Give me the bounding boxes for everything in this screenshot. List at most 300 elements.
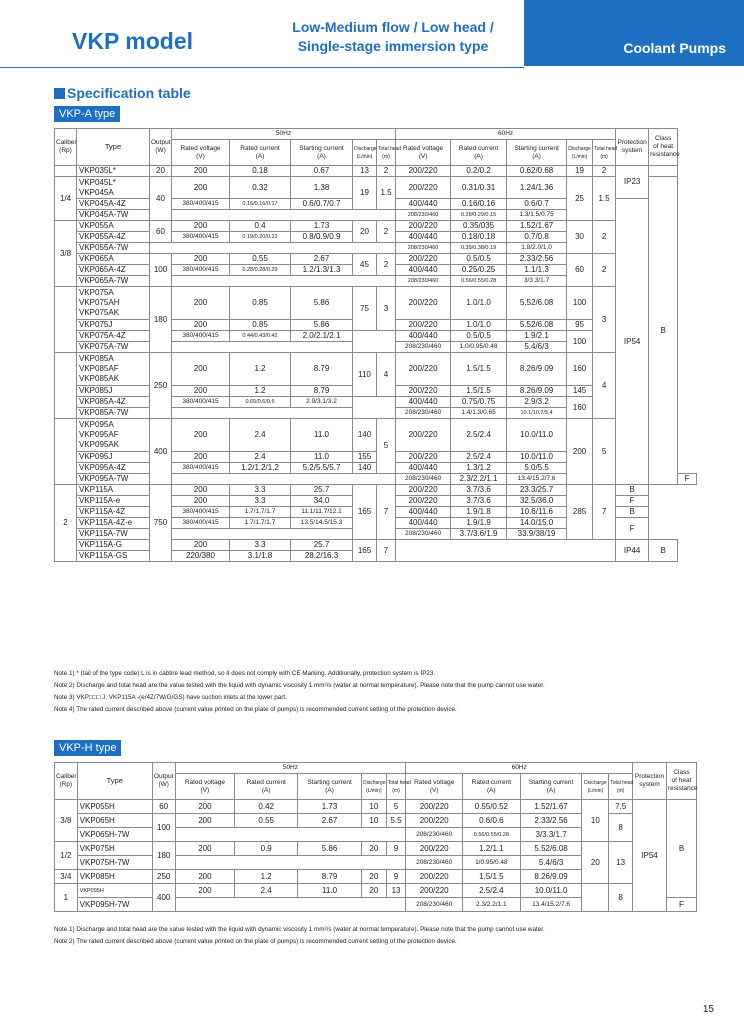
table-cell: VKP065H-7W (77, 828, 152, 842)
table-row (55, 842, 697, 856)
table-cell: 13 (609, 842, 633, 884)
table-cell: 0.8/0.9/0.9 (291, 232, 353, 243)
table-cell: 200 (172, 485, 230, 496)
table-cell: 400/440 (396, 232, 451, 243)
table-cell: 200/220 (396, 496, 451, 507)
table-cell: 3.1/1.8 (230, 551, 291, 562)
table-cell: 8.26/9.09 (507, 386, 567, 397)
table-cell: 0.16/0.16 (451, 199, 507, 210)
table-cell: F (616, 496, 649, 507)
table-cell: 3 (593, 287, 616, 353)
table-cell: 1.9/2.1 (507, 331, 567, 342)
table-cell: 2.5/2.4 (462, 884, 520, 898)
table-cell: 0.16/0.16/0.17 (230, 199, 291, 210)
table-cell: 1.5/1.5 (451, 386, 507, 397)
table-cell: 3.7/3.6 (451, 485, 507, 496)
table-cell: 0.44/0.43/0.42 (230, 331, 291, 342)
table-cell: VKP075A-4Z (77, 331, 150, 342)
table-cell: VKP075A-7W (77, 342, 150, 353)
table-cell: 1.5/1.5 (451, 353, 507, 386)
table-cell: 200 (172, 452, 230, 463)
table-cell: 1.73 (291, 221, 353, 232)
table-cell: 0.67 (291, 166, 353, 177)
table-cell: 0.28/0.29/0.15 (451, 210, 507, 221)
table-cell: 20 (361, 884, 386, 898)
table-cell: 180 (150, 287, 172, 353)
vkph-notes (54, 924, 545, 948)
table-cell: 3/3.3/1.7 (507, 276, 567, 287)
h-th-th-50: Total head (m) (386, 774, 406, 800)
table-cell: 400 (150, 419, 172, 485)
table-cell: 3/8 (55, 221, 77, 287)
h-th-dis-50: Discharge (L/min) (361, 774, 386, 800)
table-cell: 100 (567, 331, 593, 353)
table-cell: 1.2/1.1 (462, 842, 520, 856)
table-cell: 3.7/3.6/1.9 (451, 529, 507, 540)
table-cell: 2.9/3.1/3.2 (291, 397, 353, 408)
table-cell: 200 (172, 177, 230, 199)
table-cell: 1.0/0.95/0.48 (451, 342, 507, 353)
table-cell: 160 (567, 353, 593, 386)
table-cell: 2.9/3.2 (507, 397, 567, 408)
table-cell: 2.5/2.4 (451, 419, 507, 452)
table-cell: 1.52/1.67 (520, 800, 582, 814)
note-line: Note 4) The rated current described above (current value printed on the plate of pumps) is recommended current setting of the protection device. (54, 706, 457, 713)
table-row (55, 800, 697, 814)
th-rv-60: Rated voltage (V) (396, 140, 451, 166)
table-cell: 7 (377, 485, 396, 540)
table-cell: 400/440 (396, 331, 451, 342)
table-cell: 3 (377, 287, 396, 331)
table-cell: 2.0/2.1/2.1 (291, 331, 353, 342)
table-cell: 13 (386, 884, 406, 898)
table-cell: 4 (593, 353, 616, 419)
note-line: Note 1) * (tail of the type code) L is in cabtire lead method, so it does not comply with CE Marking. Additionally, protection system is IP23. (54, 670, 436, 677)
table-cell: 200 (175, 870, 235, 884)
table-cell: 140 (353, 419, 377, 452)
table-cell: 380/400/415 (172, 463, 230, 474)
table-cell: 1.24/1.36 (507, 177, 567, 199)
table-cell: 11.0 (291, 452, 353, 463)
table-cell: VKP115A-4Z-e (77, 518, 150, 529)
table-cell: 200 (567, 419, 593, 485)
table-cell: 208/230/460 (396, 243, 451, 254)
table-cell: 20 (361, 842, 386, 856)
note-line: Note 1) Discharge and total head are the value tested with the liquid with dynamic viscosity 1 mm²/s (water at normal temperature). Please note that the pump cannot use water. (54, 926, 545, 933)
table-cell: 1.5/1.5 (462, 870, 520, 884)
table-cell: 11.1/11.7/12.1 (291, 507, 353, 518)
table-cell: VKP085J (77, 386, 150, 397)
th-dis-60: Discharge (L/min) (567, 140, 593, 166)
table-cell: 10 (361, 814, 386, 828)
table-cell: 200/220 (396, 221, 451, 232)
table-cell: 0.6/0.6 (462, 814, 520, 828)
h-th-rc-50: Rated current (A) (235, 774, 298, 800)
table-cell: 200/220 (406, 870, 463, 884)
table-cell: 5 (593, 419, 616, 485)
table-row (55, 353, 697, 386)
table-cell: VKP085A-4Z (77, 397, 150, 408)
table-cell: 2.67 (298, 814, 362, 828)
table-cell (172, 408, 353, 419)
table-cell: 20 (150, 166, 172, 177)
table-cell: 40 (150, 177, 172, 221)
table-cell: 0.31/0.31 (451, 177, 507, 199)
table-cell: 1.7/1.7/1.7 (230, 518, 291, 529)
table-cell: 380/400/415 (172, 265, 230, 276)
table-cell: VKP085A-7W (77, 408, 150, 419)
table-cell: 1.5 (377, 177, 396, 210)
table-cell: VKP075J (77, 320, 150, 331)
table-cell: 34.0 (291, 496, 353, 507)
table-cell: 3.3 (230, 496, 291, 507)
table-cell: 208/230/460 (396, 474, 451, 485)
table-cell: 1 (55, 884, 78, 912)
table-cell: 10.0/11.0 (507, 452, 567, 463)
table-cell: 208/230/460 (396, 408, 451, 419)
table-cell: 0.18 (230, 166, 291, 177)
table-cell: 155 (353, 452, 377, 463)
table-cell (353, 331, 396, 353)
table-cell: 10.0/11.0 (507, 419, 567, 452)
table-cell: 200/220 (406, 814, 463, 828)
th-60hz: 60Hz (396, 129, 616, 140)
table-cell: 7 (377, 540, 396, 562)
table-cell: 110 (353, 353, 377, 397)
table-cell: 5.52/6.08 (507, 320, 567, 331)
table-cell: 5.4/6/3 (520, 856, 582, 870)
table-cell: IP23 (616, 166, 649, 199)
section-label: Coolant Pumps (623, 40, 726, 56)
table-cell: VKP115A (77, 485, 150, 496)
table-cell: 0.65/0.6/0.6 (230, 397, 291, 408)
table-cell: 2.33/2.56 (520, 814, 582, 828)
table-cell: 30 (567, 221, 593, 254)
h-th-output: Output (W) (152, 763, 175, 800)
table-cell: 400/440 (396, 507, 451, 518)
table-cell: 25 (567, 177, 593, 221)
table-cell: 7.5 (609, 800, 633, 814)
table-cell: 0.85 (230, 320, 291, 331)
table-cell: 8 (609, 814, 633, 842)
table-cell: 200 (175, 884, 235, 898)
table-cell: 220/380 (172, 551, 230, 562)
table-cell: 2.5/2.4 (451, 452, 507, 463)
table-cell: 0.75/0.75 (451, 397, 507, 408)
table-cell (55, 166, 77, 177)
table-cell: 8.79 (298, 870, 362, 884)
table-cell: 0.56/0.55/0.28 (451, 276, 507, 287)
table-cell: 5 (386, 800, 406, 814)
table-cell: VKP065A-7W (77, 276, 150, 287)
table-cell: 0.55 (230, 254, 291, 265)
table-cell: 60 (152, 800, 175, 814)
table-cell: 1.0/1.0 (451, 287, 507, 320)
table-cell: 2 (377, 166, 396, 177)
table-cell (55, 287, 77, 353)
table-cell: VKP055A (77, 221, 150, 232)
table-cell: 23.3/25.7 (507, 485, 567, 496)
table-cell: 0.2/0.2 (451, 166, 507, 177)
table-cell: 75 (353, 287, 377, 331)
table-cell: VKP085H (77, 870, 152, 884)
table-cell: 200 (172, 254, 230, 265)
table-cell: 200/220 (396, 452, 451, 463)
table-cell: 3/3.3/1.7 (520, 828, 582, 842)
table-cell: 200 (172, 496, 230, 507)
table-cell: VKP115A-GS (77, 551, 150, 562)
table-cell: VKP045L* VKP045A (77, 177, 150, 199)
table-cell (353, 397, 396, 419)
table-cell: 5.4/6/3 (507, 342, 567, 353)
table-cell: 100 (152, 814, 175, 842)
table-cell: VKP095A VKP095AF VKP095AK (77, 419, 150, 452)
vkpa-badge: VKP-A type (54, 106, 120, 122)
table-cell: 200 (172, 166, 230, 177)
table-cell: 1.0/1.0 (451, 320, 507, 331)
h-th-th-60: Total head (m) (609, 774, 633, 800)
table-cell: 28.2/16.3 (291, 551, 353, 562)
table-cell: 2 (55, 485, 77, 562)
table-cell (172, 474, 396, 485)
table-cell: 145 (567, 386, 593, 397)
table-cell: 400/440 (396, 265, 451, 276)
table-cell: 3/8 (55, 800, 78, 842)
page-number: 15 (702, 1004, 714, 1015)
table-cell: 13.4/15.2/7.6 (507, 474, 567, 485)
vkpa-spec-table (54, 128, 697, 562)
table-cell: 160 (567, 397, 593, 419)
table-cell: 200/220 (396, 287, 451, 320)
h-th-protection: Protection system (633, 763, 667, 800)
table-cell: 1.7/1.7/1.7 (230, 507, 291, 518)
table-row (55, 177, 697, 199)
table-cell (172, 210, 396, 221)
table-cell: 60 (567, 254, 593, 287)
table-cell: 33.9/38/19 (507, 529, 567, 540)
table-cell: B (649, 540, 678, 562)
table-cell: 2.4 (235, 884, 298, 898)
table-cell: 8.79 (291, 353, 353, 386)
table-cell: 10 (361, 800, 386, 814)
table-cell: 5.5 (386, 814, 406, 828)
header-left (0, 0, 268, 72)
table-cell: 200 (172, 386, 230, 397)
table-cell: 1.3/1.2 (451, 463, 507, 474)
table-cell: 380/400/415 (172, 232, 230, 243)
table-cell: VKP045A-7W (77, 210, 150, 221)
table-row (55, 221, 697, 232)
table-cell: 9 (386, 842, 406, 856)
table-cell: 200 (172, 419, 230, 452)
table-cell: 14.0/15.0 (507, 518, 567, 529)
table-cell: 200/220 (406, 884, 463, 898)
table-cell: F (616, 518, 649, 540)
table-cell: 165 (353, 485, 377, 540)
table-cell: VKP095A-7W (77, 474, 150, 485)
table-row (55, 884, 697, 898)
table-cell: 0.6/0.7 (507, 199, 567, 210)
table-cell: 208/230/460 (396, 342, 451, 353)
table-cell: 0.56/0.55/0.28 (462, 828, 520, 842)
table-cell: 2 (377, 221, 396, 243)
table-cell: 1.52/1.67 (507, 221, 567, 232)
table-cell: 0.25/0.25 (451, 265, 507, 276)
table-cell: B (667, 800, 697, 898)
table-cell: 2 (593, 166, 616, 177)
table-cell: 9 (386, 870, 406, 884)
h-th-rv-50: Rated voltage (V) (175, 774, 235, 800)
table-cell: 19 (567, 166, 593, 177)
table-cell: 140 (353, 463, 377, 474)
subtitle-line-2: Single-stage immersion type (297, 38, 489, 54)
th-rv-50: Rated voltage (V) (172, 140, 230, 166)
table-cell: 5.2/5.5/5.7 (291, 463, 353, 474)
table-cell: 250 (152, 870, 175, 884)
vkph-spec-table (54, 762, 697, 912)
table-cell: 1.2 (230, 386, 291, 397)
header-divider (0, 67, 524, 68)
table-cell: 0.19/0.20/0.22 (230, 232, 291, 243)
h-th-50hz: 50Hz (175, 763, 406, 774)
table-cell: 200 (172, 353, 230, 386)
table-cell: 380/400/415 (172, 199, 230, 210)
table-cell: 0.62/0.68 (507, 166, 567, 177)
table-cell: 10 (582, 800, 609, 842)
table-cell: 60 (150, 221, 172, 243)
table-cell: 5.52/6.08 (507, 287, 567, 320)
th-sc-60: Starting current (A) (507, 140, 567, 166)
th-th-60: Total head (m) (593, 140, 616, 166)
table-row (55, 485, 697, 496)
table-cell: VKP085A VKP085AF VKP085AK (77, 353, 150, 386)
table-cell: 5.0/5.5 (507, 463, 567, 474)
th-50hz: 50Hz (172, 129, 396, 140)
table-cell (55, 353, 77, 419)
table-cell: VKP095J (77, 452, 150, 463)
table-cell: 200/220 (406, 842, 463, 856)
table-cell: VKP055H (77, 800, 152, 814)
th-class: Class of heat resistance (649, 129, 678, 166)
table-cell: VKP095H-7W (77, 898, 152, 912)
table-cell (396, 540, 616, 562)
table-cell: 10.0/11.0 (520, 884, 582, 898)
vkpa-notes (54, 668, 545, 716)
table-cell: 19 (353, 177, 377, 210)
table-cell: 1.2/1.2/1.2 (230, 463, 291, 474)
table-row (55, 287, 697, 320)
table-cell: 0.42 (235, 800, 298, 814)
table-cell: 20 (361, 870, 386, 884)
table-cell: 0.18/0.18 (451, 232, 507, 243)
table-cell: 200 (172, 540, 230, 551)
table-cell: VKP055A-7W (77, 243, 150, 254)
table-cell: 0.9 (235, 842, 298, 856)
table-cell: 3.7/3.6 (451, 496, 507, 507)
table-row (55, 166, 697, 177)
table-cell: 100 (567, 287, 593, 320)
spec-heading-text: Specification table (67, 85, 191, 101)
table-cell: VKP115A-4Z (77, 507, 150, 518)
header-subtitle (268, 18, 518, 56)
table-cell: 13.4/15.2/7.6 (520, 898, 582, 912)
table-cell: 400/440 (396, 463, 451, 474)
table-cell (172, 276, 396, 287)
table-cell: 200 (172, 287, 230, 320)
table-cell (172, 529, 353, 540)
table-cell: 2 (593, 221, 616, 254)
h-th-sc-50: Starting current (A) (298, 774, 362, 800)
table-cell: 750 (150, 485, 172, 562)
table-cell: VKP065A-4Z (77, 265, 150, 276)
table-cell: VKP075H-7W (77, 856, 152, 870)
table-cell: 10.1/10.7/5.4 (507, 408, 567, 419)
table-cell: 200 (172, 221, 230, 232)
h-th-rc-60: Rated current (A) (462, 774, 520, 800)
table-cell: 380/400/415 (172, 507, 230, 518)
th-th-50: Total head (m) (377, 140, 396, 166)
table-cell: 0.55/0.52 (462, 800, 520, 814)
table-cell: 2.4 (230, 419, 291, 452)
h-th-class: Class of heat resistance (667, 763, 697, 800)
table-cell (175, 898, 406, 912)
table-cell: 200/220 (396, 353, 451, 386)
table-cell: 2.67 (291, 254, 353, 265)
th-output: Output (W) (150, 129, 172, 166)
table-cell: 0.35/035 (451, 221, 507, 232)
table-cell: 8.26/9.09 (520, 870, 582, 884)
table-cell: 200/220 (396, 166, 451, 177)
table-cell: 2.3/2.2/1.1 (462, 898, 520, 912)
table-cell: B (649, 177, 678, 485)
table-cell: 25.7 (291, 485, 353, 496)
table-cell: 200 (172, 320, 230, 331)
subtitle-line-1: Low-Medium flow / Low head / (292, 19, 494, 35)
spec-heading (54, 85, 191, 101)
table-cell: VKP115A-e (77, 496, 150, 507)
table-row (55, 254, 697, 265)
table-cell: VKP075H (77, 842, 152, 856)
table-cell: 3.3 (230, 485, 291, 496)
table-cell: 0.32 (230, 177, 291, 199)
table-cell (55, 419, 77, 485)
table-cell: 0.6/0.7/0.7 (291, 199, 353, 210)
table-cell: 400/440 (396, 518, 451, 529)
table-cell: VKP115A-7W (77, 529, 150, 540)
table-cell: 200/220 (396, 419, 451, 452)
section-banner (524, 0, 744, 66)
h-th-rv-60: Rated voltage (V) (406, 774, 463, 800)
table-cell (582, 884, 609, 912)
table-cell: 200/220 (406, 800, 463, 814)
th-sc-50: Starting current (A) (291, 140, 353, 166)
table-cell: 45 (353, 254, 377, 276)
table-cell: 1.1/1.3 (507, 265, 567, 276)
table-cell: 1.3/1.5/0.75 (507, 210, 567, 221)
table-cell: 165 (353, 540, 377, 562)
table-cell: 208/230/460 (406, 828, 463, 842)
table-cell: 20 (353, 221, 377, 243)
table-cell: 208/230/460 (396, 210, 451, 221)
table-cell: VKP065A (77, 254, 150, 265)
table-cell: 180 (152, 842, 175, 870)
table-cell: 200 (175, 800, 235, 814)
table-cell: 0.5/0.5 (451, 254, 507, 265)
th-caliber: Caliber (Rp) (55, 129, 77, 166)
table-cell: 2.33/2.56 (507, 254, 567, 265)
table-cell: 208/230/460 (396, 276, 451, 287)
table-row (55, 419, 697, 452)
